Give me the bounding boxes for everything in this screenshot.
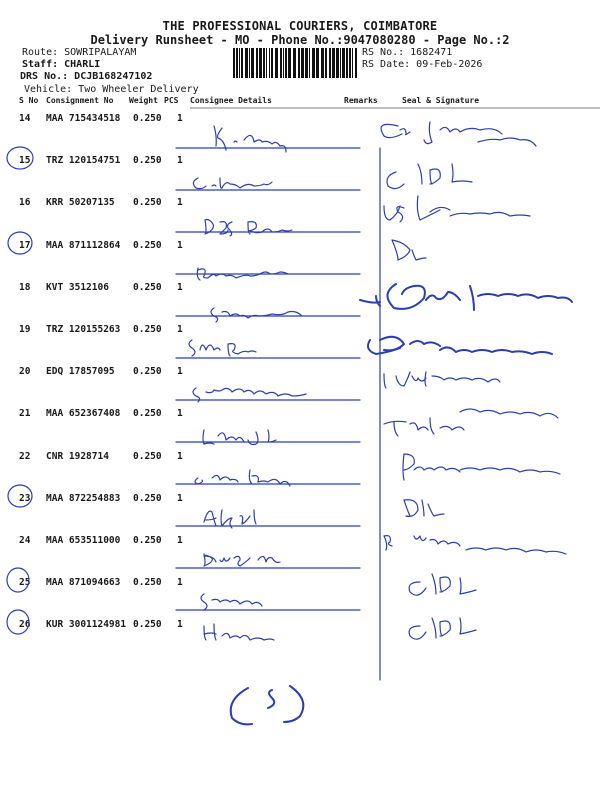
- seal-sign-25: [409, 574, 476, 595]
- row-pcs: 1: [177, 577, 183, 588]
- consignee-sign-17: [197, 268, 288, 280]
- seal-sign-24: [384, 536, 566, 554]
- seal-sign-19: [368, 337, 552, 354]
- seal-sign-21: [384, 409, 558, 436]
- row-weight: 0.250: [133, 155, 162, 166]
- row-sno: 21: [19, 408, 31, 419]
- col-consignment: Consignment No: [46, 96, 114, 105]
- row-pcs: 1: [177, 619, 183, 630]
- consignee-sign-22: [195, 470, 290, 486]
- row-weight: 0.250: [133, 408, 162, 419]
- row-sno: 14: [19, 113, 31, 124]
- consignee-sign-21: [203, 430, 276, 445]
- row-weight: 0.250: [133, 451, 162, 462]
- row-consignment-no: MAA 872254883: [46, 493, 121, 504]
- seal-sign-16: [384, 196, 530, 222]
- row-sno: 16: [19, 197, 31, 208]
- row-pcs: 1: [177, 197, 183, 208]
- row-consignment-no: MAA 871094663: [46, 577, 121, 588]
- consignee-sign-26: [204, 624, 274, 640]
- col-remarks: Remarks: [344, 96, 378, 105]
- seal-sign-18: [360, 284, 572, 310]
- row-weight: 0.250: [133, 240, 162, 251]
- row-consignment-no: TRZ 120155263: [46, 324, 121, 335]
- row-sno: 26: [19, 619, 31, 630]
- row-pcs: 1: [177, 155, 183, 166]
- row-consignment-no: KUR 3001124981: [46, 619, 127, 630]
- seal-sign-20: [384, 372, 500, 388]
- row-consignment-no: MAA 653511000: [46, 535, 121, 546]
- row-pcs: 1: [177, 113, 183, 124]
- row-weight: 0.250: [133, 113, 162, 124]
- row-weight: 0.250: [133, 366, 162, 377]
- runsheet-subtitle: Delivery Runsheet - MO - Phone No.:9047080280 - Page No.:2: [90, 33, 510, 47]
- row-sno: 15: [19, 155, 31, 166]
- rs-date: RS Date: 09-Feb-2026: [362, 59, 483, 70]
- consignee-sign-25: [201, 594, 262, 610]
- consignee-sign-23: [204, 510, 256, 528]
- row-consignment-no: MAA 871112864: [46, 240, 121, 251]
- row-sno: 25: [19, 577, 31, 588]
- consignee-sign-15: [193, 178, 272, 189]
- row-weight: 0.250: [133, 197, 162, 208]
- consignee-sign-16: [205, 220, 292, 237]
- barcode: [232, 48, 358, 78]
- row-pcs: 1: [177, 282, 183, 293]
- row-weight: 0.250: [133, 493, 162, 504]
- row-consignment-no: TRZ 120154751: [46, 155, 121, 166]
- row-consignment-no: KVT 3512106: [46, 282, 109, 293]
- row-consignment-no: KRR 50207135: [46, 197, 115, 208]
- row-pcs: 1: [177, 240, 183, 251]
- company-title: THE PROFESSIONAL COURIERS, COIMBATORE: [162, 19, 438, 33]
- consignee-sign-24: [204, 554, 280, 566]
- route-label: Route: SOWRIPALAYAM: [22, 47, 137, 58]
- seal-sign-17: [392, 240, 426, 260]
- col-consignee: Consignee Details: [190, 96, 272, 105]
- rs-number: RS No.: 1682471: [362, 47, 453, 58]
- row-consignment-no: MAA 652367408: [46, 408, 121, 419]
- vehicle-label: Vehicle: Two Wheeler Delivery: [24, 84, 199, 95]
- bottom-bracket-mark: [231, 686, 304, 724]
- seal-sign-14: [381, 122, 536, 146]
- row-weight: 0.250: [133, 577, 162, 588]
- consignee-sign-14: [214, 126, 286, 152]
- col-pcs: PCS: [164, 96, 179, 105]
- staff-label: Staff: CHARLI: [22, 59, 101, 70]
- row-sno: 22: [19, 451, 31, 462]
- row-pcs: 1: [177, 324, 183, 335]
- col-weight: Weight: [129, 96, 158, 105]
- row-sno: 19: [19, 324, 31, 335]
- row-pcs: 1: [177, 408, 183, 419]
- row-weight: 0.250: [133, 619, 162, 630]
- row-consignment-no: CNR 1928714: [46, 451, 109, 462]
- row-sno: 18: [19, 282, 31, 293]
- row-weight: 0.250: [133, 282, 162, 293]
- consignee-sign-20: [193, 388, 306, 402]
- row-pcs: 1: [177, 366, 183, 377]
- row-consignment-no: MAA 715434518: [46, 113, 121, 124]
- row-sno: 23: [19, 493, 31, 504]
- seal-sign-23: [404, 500, 444, 517]
- col-sno: S No: [19, 96, 39, 105]
- row-pcs: 1: [177, 451, 183, 462]
- row-pcs: 1: [177, 535, 183, 546]
- seal-sign-22: [403, 454, 560, 480]
- consignee-sign-18: [211, 308, 302, 322]
- row-weight: 0.250: [133, 535, 162, 546]
- col-seal-signature: Seal & Signature: [402, 96, 480, 105]
- row-sno: 24: [19, 535, 31, 546]
- row-sno: 17: [19, 240, 31, 251]
- seal-sign-26: [409, 618, 476, 639]
- consignee-sign-19: [189, 340, 256, 356]
- row-weight: 0.250: [133, 324, 162, 335]
- seal-sign-15: [387, 164, 472, 189]
- drs-number: DRS No.: DCJB168247102: [20, 71, 153, 82]
- row-consignment-no: EDQ 17857095: [46, 366, 115, 377]
- row-pcs: 1: [177, 493, 183, 504]
- row-sno: 20: [19, 366, 31, 377]
